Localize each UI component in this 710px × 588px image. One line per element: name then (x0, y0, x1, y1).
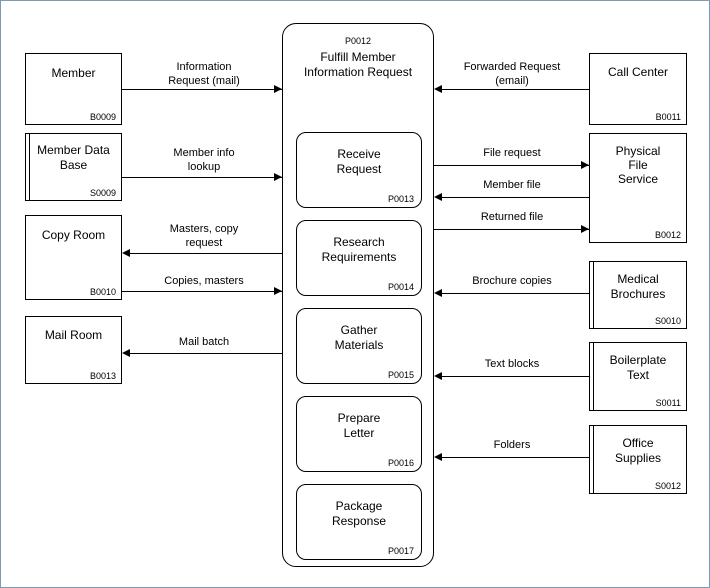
entity-copy-room[interactable] (25, 215, 122, 300)
process-title-line-1: Fulfill Member (320, 50, 396, 64)
flow-arrow-copies-masters (274, 287, 282, 295)
entity-physical-file-service-code: B0012 (654, 230, 681, 240)
flow-arrow-member-info-lookup (274, 173, 282, 181)
flow-line-returned-file (434, 229, 589, 230)
flow-line-member-file (442, 197, 589, 198)
flow-label-information-request-2: Request (mail) (168, 75, 240, 87)
entity-mail-room-code: B0013 (89, 371, 116, 381)
subprocess-package-response-code: P0017 (387, 546, 414, 556)
subprocess-receive-request[interactable] (296, 132, 422, 208)
flow-line-text-blocks (442, 376, 589, 377)
entity-member-label: Member (51, 66, 96, 80)
flow-label-forwarded-request-2: (email) (495, 75, 529, 87)
store-member-data-base-label-2: Base (59, 158, 88, 172)
flow-label-member-info-lookup-1: Member info (173, 147, 235, 159)
store-medical-brochures-code: S0010 (654, 316, 681, 326)
subprocess-receive-request-code: P0013 (387, 194, 414, 204)
entity-mail-room-label: Mail Room (44, 328, 103, 342)
store-medical-brochures-label-2: Brochures (610, 287, 666, 301)
flow-label-returned-file: Returned file (480, 211, 544, 223)
flow-label-member-info-lookup-2: lookup (187, 161, 221, 173)
flow-line-copies-masters (122, 291, 282, 292)
store-boilerplate-text-code: S0011 (655, 398, 681, 408)
store-member-data-base[interactable] (25, 133, 122, 201)
flow-arrow-file-request (581, 161, 589, 169)
subprocess-gather-materials[interactable] (296, 308, 422, 384)
store-office-supplies-code: S0012 (654, 481, 681, 491)
process-title-line-2: Information Request (303, 65, 413, 79)
flow-arrow-returned-file (581, 225, 589, 233)
flow-label-forwarded-request-1: Forwarded Request (463, 61, 561, 73)
subprocess-prepare-letter[interactable] (296, 396, 422, 472)
flow-arrow-mail-batch (122, 349, 130, 357)
entity-call-center-code: B0011 (655, 112, 681, 122)
flow-label-text-blocks: Text blocks (484, 358, 540, 370)
subprocess-receive-request-label-1: Receive (337, 147, 381, 161)
flow-label-masters-copy-request-1: Masters, copy (169, 223, 239, 235)
flow-label-file-request: File request (483, 147, 541, 159)
flow-label-mail-batch: Mail batch (178, 336, 230, 348)
flow-arrow-masters-copy-request (122, 249, 130, 257)
flow-line-information-request (122, 89, 282, 90)
flow-arrow-member-file (434, 193, 442, 201)
subprocess-receive-request-label-2: Request (336, 162, 382, 176)
store-medical-brochures[interactable] (589, 261, 687, 329)
flow-label-masters-copy-request-2: request (185, 237, 223, 249)
store-boilerplate-text-label-1: Boilerplate (609, 353, 667, 367)
entity-copy-room-code: B0010 (89, 287, 116, 297)
flow-label-copies-masters: Copies, masters (164, 275, 244, 287)
flow-line-forwarded-request (442, 89, 589, 90)
store-office-supplies[interactable] (589, 425, 687, 494)
entity-physical-file-service-label-1: Physical (615, 144, 661, 158)
subprocess-package-response[interactable] (296, 484, 422, 560)
subprocess-research-requirements-code: P0014 (387, 282, 414, 292)
entity-member[interactable] (25, 53, 122, 125)
subprocess-prepare-letter-code: P0016 (387, 458, 414, 468)
subprocess-prepare-letter-label-2: Letter (343, 426, 375, 440)
flow-line-brochure-copies (442, 293, 589, 294)
entity-physical-file-service-label-3: Service (617, 172, 658, 186)
subprocess-package-response-label-2: Response (331, 514, 387, 528)
process-code: P0012 (344, 36, 372, 46)
flow-arrow-brochure-copies (434, 289, 442, 297)
flow-line-file-request (434, 165, 589, 166)
entity-call-center-label: Call Center (607, 65, 669, 79)
subprocess-gather-materials-label-2: Materials (334, 338, 384, 352)
entity-member-code: B0009 (89, 112, 116, 122)
subprocess-research-requirements-label-2: Requirements (321, 250, 397, 264)
flow-line-folders (442, 457, 589, 458)
subprocess-gather-materials-label-1: Gather (340, 323, 378, 337)
flow-line-masters-copy-request (130, 253, 282, 254)
subprocess-prepare-letter-label-1: Prepare (337, 411, 381, 425)
subprocess-gather-materials-code: P0015 (387, 370, 414, 380)
flow-arrow-folders (434, 453, 442, 461)
store-office-supplies-label-1: Office (622, 436, 654, 450)
store-office-supplies-label-2: Supplies (614, 451, 662, 465)
flow-line-member-info-lookup (122, 177, 282, 178)
store-member-data-base-code: S0009 (89, 188, 116, 198)
entity-copy-room-label: Copy Room (41, 228, 106, 242)
flow-label-brochure-copies: Brochure copies (472, 275, 552, 287)
store-member-data-base-label-1: Member Data (37, 143, 110, 157)
entity-physical-file-service-label-2: File (628, 158, 648, 172)
flow-label-information-request-1: Information (176, 61, 232, 73)
flow-arrow-information-request (274, 85, 282, 93)
entity-mail-room[interactable] (25, 316, 122, 384)
process-fulfill-member-information-request[interactable] (282, 23, 434, 567)
store-boilerplate-text-label-2: Text (626, 368, 649, 382)
subprocess-research-requirements-label-1: Research (333, 235, 385, 249)
store-boilerplate-text[interactable] (589, 342, 687, 411)
store-medical-brochures-label-1: Medical (617, 272, 659, 286)
subprocess-package-response-label-1: Package (335, 499, 383, 513)
flow-line-mail-batch (130, 353, 282, 354)
entity-call-center[interactable] (589, 53, 687, 125)
entity-physical-file-service[interactable] (589, 133, 687, 243)
flow-label-folders: Folders (493, 439, 531, 451)
subprocess-research-requirements[interactable] (296, 220, 422, 296)
flow-label-member-file: Member file (483, 179, 541, 191)
flow-arrow-text-blocks (434, 372, 442, 380)
